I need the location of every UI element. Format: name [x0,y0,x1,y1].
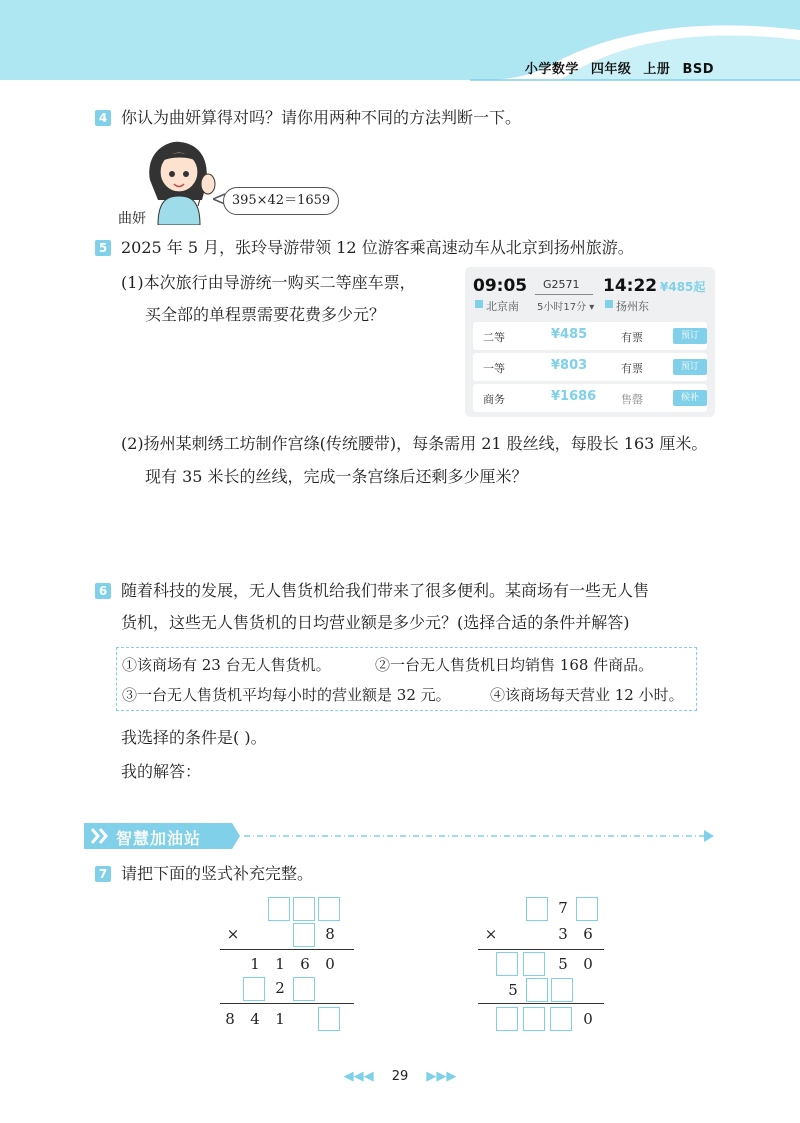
blank-box[interactable] [293,977,315,1001]
divider-line [220,1003,354,1004]
question-6-line2: 货机，这些无人售货机的日均营业额是多少元？(选择合适的条件并解答) [121,613,630,632]
digit: 2 [275,979,285,997]
digit: 0 [325,955,335,973]
arrive-time: 14:22 [603,276,658,296]
girl-name: 曲妍 [118,211,146,227]
times-sign: × [226,925,240,943]
seat-price: ¥1686 [551,389,597,404]
question-number-7: 7 [95,866,111,882]
seat-status: 售罄 [621,393,643,406]
arrive-station-icon [605,300,613,308]
header-volume: 上册 [643,62,671,77]
blank-box[interactable] [293,923,315,947]
digit: 6 [300,955,310,973]
choose-conditions-line: 我选择的条件是( )。 [121,728,267,747]
digit: 8 [225,1010,235,1028]
digit: 5 [508,981,518,999]
question-6-line1: 随着科技的发展，无人售货机给我们带来了很多便利。某商场有一些无人售 [121,581,650,600]
train-number: G2571 [543,278,580,291]
seat-row-business [473,384,707,412]
blank-box[interactable] [496,1007,518,1031]
header-grade: 四年级 [590,62,632,77]
speech-bubble: 395×42＝1659 [223,187,339,215]
blank-box[interactable] [551,978,573,1002]
blank-box[interactable] [576,897,598,921]
question-5-text: 2025 年 5 月，张玲导游带领 12 位游客乘高速动车从北京到扬州旅游。 [121,238,634,257]
question-6 [95,580,775,604]
divider-line [478,1003,604,1004]
seat-class: 二等 [483,331,505,344]
prev-arrows-icon: ◀◀◀ [343,1069,374,1084]
blank-box[interactable] [496,952,518,976]
question-7-text: 请把下面的竖式补充完整。 [121,864,314,883]
digit: 0 [583,955,593,973]
seat-price: ¥803 [551,358,588,373]
waitlist-button[interactable]: 候补 [673,390,707,406]
my-answer-label: 我的解答： [121,762,202,781]
question-number-6: 6 [95,583,111,599]
divider-line [220,949,354,950]
conditions-box [116,647,697,711]
condition-3: ③一台无人售货机平均每小时的营业额是 32 元。 [122,686,451,704]
header-edition: BSD [682,62,714,77]
q5-part2-line2: 现有 35 米长的丝线，完成一条宫绦后还剩多少厘米？ [145,467,528,486]
blank-box[interactable] [523,952,545,976]
question-number-5: 5 [95,240,111,256]
page-number: 29 [391,1069,409,1084]
vertical-multiplication-left [220,895,360,1035]
price-from: ¥485起 [660,280,706,294]
header-info [513,58,714,77]
train-ticket-panel [465,267,715,417]
condition-2: ②一台无人售货机日均销售 168 件商品。 [375,656,654,674]
seat-row-first [473,353,707,381]
blank-box[interactable] [268,897,290,921]
question-4-text: 你认为曲妍算得对吗？请你用两种不同的方法判断一下。 [121,108,522,127]
depart-station-icon [475,300,483,308]
next-arrows-icon: ▶▶▶ [426,1069,457,1084]
route-line [535,294,593,295]
seat-status: 有票 [621,331,643,344]
blank-box[interactable] [293,897,315,921]
question-4 [95,107,775,131]
digit: 4 [250,1010,260,1028]
depart-station: 北京南 [486,300,519,313]
girl-illustration [140,140,220,225]
depart-time: 09:05 [473,276,528,296]
digit: 6 [583,925,593,943]
blank-box[interactable] [526,897,548,921]
seat-class: 一等 [483,362,505,375]
digit: 5 [558,955,568,973]
blank-box[interactable] [243,977,265,1001]
vertical-multiplication-right [478,895,618,1035]
digit: 1 [275,1010,285,1028]
digit: 8 [325,925,335,943]
digit: 1 [275,955,285,973]
seat-row-second [473,322,707,350]
arrive-station: 扬州东 [616,300,649,313]
duration: 5小时17分 ▾ [537,302,595,313]
book-button[interactable]: 预订 [673,328,707,344]
q5-part1-line2: 买全部的单程票需要花费多少元？ [145,305,386,324]
times-sign: × [484,925,498,943]
digit: 7 [558,899,568,917]
page-footer [0,1069,800,1084]
blank-box[interactable] [523,1007,545,1031]
seat-price: ¥485 [551,327,588,342]
divider-line [478,949,604,950]
seat-class: 商务 [483,393,505,406]
q5-part2-line1: (2)扬州某刺绣工坊制作宫绦(传统腰带)，每条需用 21 股丝线，每股长 163 厘米。 [121,434,708,453]
digit: 3 [558,925,568,943]
digit: 1 [250,955,260,973]
blank-box[interactable] [526,978,548,1002]
blank-box[interactable] [550,1007,572,1031]
header-subject: 小学数学 [524,62,579,77]
digit: 0 [583,1010,593,1028]
condition-4: ④该商场每天营业 12 小时。 [490,686,684,704]
question-number-4: 4 [95,110,111,126]
blank-box[interactable] [318,1007,340,1031]
question-7 [95,863,775,887]
condition-1: ①该商场有 23 台无人售货机。 [122,656,331,674]
blank-box[interactable] [318,897,340,921]
q5-part1-line1: (1)本次旅行由导游统一购买二等座车票， [121,273,416,292]
question-5 [95,237,775,261]
book-button[interactable]: 预订 [673,359,707,375]
section-banner-title: 智慧加油站 [116,829,202,848]
seat-status: 有票 [621,362,643,375]
